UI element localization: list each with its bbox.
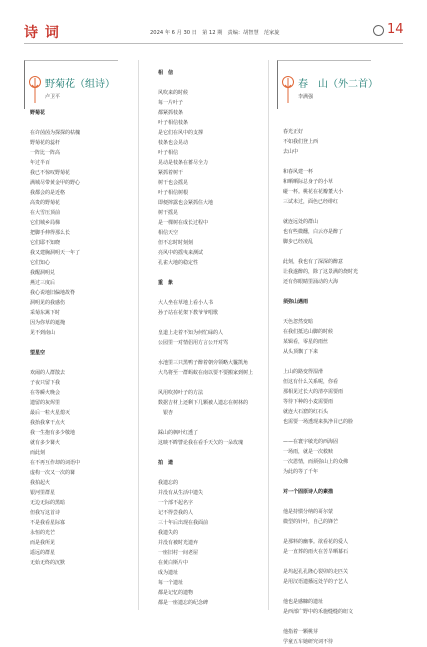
- poem-line: 无边无际的黑暗: [30, 500, 66, 506]
- blank-line: [30, 118, 80, 128]
- poem-line: 是一直葬的雨火在苦旱晒幕石: [283, 549, 349, 555]
- blank-line: [158, 318, 253, 328]
- poem-line: 碰一杯。桃花在花瓣董大小: [283, 189, 344, 195]
- middle-column-text: [158, 68, 253, 608]
- blank-line: [283, 477, 358, 487]
- poem-line: 从头顶飘了下来: [283, 349, 319, 355]
- blank-line: [283, 617, 358, 627]
- blank-line: [283, 107, 358, 117]
- blank-line: [158, 268, 253, 278]
- poem-line: 大人坐在草地上看小人书: [158, 300, 214, 306]
- blank-line: [283, 307, 358, 317]
- poem-line: 但这有什么关系呢，你看: [283, 379, 339, 385]
- poem-line: 成为遗址: [158, 570, 179, 576]
- blank-line: [30, 358, 80, 368]
- poem-line: 是坞起孔孔隆心裂卯的走匹关: [283, 569, 349, 575]
- poem-line: 一座旧村一间老屋: [158, 550, 199, 556]
- blank-line: [283, 587, 358, 597]
- poem-line: 天色忽然变暗: [283, 319, 314, 325]
- poem-line: 是那料的幽事。欲看花的爱人: [283, 539, 349, 545]
- poem-line: 是用汉语遗播远处芋的子艺人: [283, 579, 349, 585]
- poem-line: 也有些微醺，白云亦是醉了: [283, 229, 344, 235]
- poem-line: 我都会的是近格: [30, 190, 66, 196]
- poem-line: 公园里一对情侣用方言公开对骂: [158, 340, 229, 346]
- poem-line: 就连远处的群山: [283, 219, 319, 225]
- poem-line: 都是一座遗忘的纪念碑: [158, 600, 209, 606]
- blank-line: [158, 448, 253, 458]
- poem-line: 遗留的灰烬里: [30, 400, 61, 406]
- poem-line: 永恒的光芒: [30, 530, 56, 536]
- poem-line: 无始无终的沉默: [30, 560, 66, 566]
- poem-line: 等待下种的小麦需要雨: [283, 399, 334, 405]
- poem-line: 满城尽带黄金甲的野心: [30, 180, 81, 186]
- poem-line: 在等瞬火晚会: [30, 390, 61, 396]
- poem-line: 燕过三度后: [30, 280, 56, 286]
- blank-line: [158, 468, 253, 478]
- poem-line: 不如我们登上西: [283, 139, 319, 145]
- poem-line: 但我写这首诗: [30, 510, 61, 516]
- poem-line: 叶子相信: [158, 150, 179, 156]
- poem-line: 在许茵茵为探探的枯槐: [30, 130, 81, 136]
- blank-line: [30, 98, 80, 108]
- poem-line: 枝条也会晃动: [158, 140, 189, 146]
- blank-line: [283, 207, 358, 217]
- masthead-logo: 诗 词: [24, 25, 60, 41]
- left-column-text: [30, 78, 80, 568]
- poem-line: 微型的针叶，自己的锋芒: [283, 519, 339, 525]
- poem-line: 就连大石窟的红石头: [283, 409, 329, 415]
- poem-line: 不是我看星际寡: [30, 520, 66, 526]
- issue-info: 2024 年 6 月 30 日 第 12 期 责编：胡智慧 范家旋: [150, 30, 280, 36]
- poem-line: 我遗失的: [158, 530, 179, 536]
- poem-title: 野菊花（组诗）: [45, 79, 115, 90]
- blank-line: [30, 338, 80, 348]
- poem-line: 也需要一场透现来执净目已的脸: [283, 419, 354, 425]
- poem-line: 树干也会摇晃: [158, 180, 189, 186]
- poem-line: 和春风建一杯: [283, 169, 314, 175]
- poem-line: 这映不眸譬论我在看手天欠的一朵玫瑰: [158, 440, 244, 446]
- poem-line: 而是我所见: [30, 540, 56, 546]
- poem-author: 李满强: [298, 94, 314, 100]
- poem-line: 春光正好: [283, 129, 304, 135]
- section-heading: 重 象: [158, 280, 174, 286]
- poem-line: 紧抓着树干: [158, 170, 184, 176]
- poem-line: 让我遂醉的，除了这景满的烧时光: [283, 269, 359, 275]
- poem-line: 还有你眼睛里涌动的大海: [283, 279, 339, 285]
- blank-line: [30, 88, 80, 98]
- poem-line: 我心说地旧偏地故脊: [30, 290, 76, 296]
- blank-line: [158, 378, 253, 388]
- poem-line: 为此的等了千年: [283, 469, 319, 475]
- poem-line: 都紧抓枝条: [158, 110, 184, 116]
- blank-line: [158, 348, 253, 358]
- poem-line: 子夜只留下我: [30, 380, 61, 386]
- poem-line: 我又建胸洞明天一年了: [30, 250, 81, 256]
- section-heading: 相 信: [158, 70, 174, 76]
- poem-line: 见不到南山: [30, 330, 56, 336]
- poem-line: 亮风中的摇曳来测试: [158, 250, 204, 256]
- poem-line: 叶子相信枝条: [158, 120, 189, 126]
- blank-line: [283, 247, 358, 257]
- blank-line: [283, 497, 358, 507]
- poem-author: 卢卫平: [45, 94, 61, 100]
- poem-line: 晃动是枝条在蓄尽全力: [158, 160, 209, 166]
- poem-line: 叶子相信树根: [158, 190, 189, 196]
- column-divider: [138, 60, 139, 610]
- header-rule: [24, 43, 403, 44]
- poem-line: 他也是感糠的遗址: [283, 599, 324, 605]
- poem-line: 并没有被时光遗弃: [158, 540, 199, 546]
- poem-line: 此刻，我也有了深深的醉意: [283, 259, 344, 265]
- poem-line: 它们城乡局梯: [30, 220, 61, 226]
- poem-line: 每一个遗址: [158, 580, 184, 586]
- poem-line: 我已不惊叹野菊花: [30, 170, 71, 176]
- poem-title: 春 山（外二首）: [298, 79, 378, 90]
- poem-line: 在不再互作却的词语中: [30, 460, 81, 466]
- section-heading: 野菊花: [30, 110, 46, 116]
- poem-line: 脚步已经凌乱: [283, 239, 314, 245]
- poem-line: 去山中: [283, 149, 299, 155]
- poem-line: 学童五车她研究词不待: [283, 639, 334, 645]
- poem-line: 一场雨，就是一次救赎: [283, 449, 334, 455]
- column-divider: [268, 60, 269, 610]
- poem-line: 一次恩情，而须弥山上的众佛: [283, 459, 349, 465]
- poem-line: ——在寰宇敏光的西海固: [283, 439, 339, 445]
- poem-line: 采菊东篱下时: [30, 310, 61, 316]
- poem-line: 记不得尝我的人: [158, 510, 194, 516]
- poem-line: 水池里三只黑鸭子醉着朝旁领略大鬣凯角: [158, 360, 249, 366]
- poem-line: 他是持惯分纳的哥尔蒙: [283, 509, 334, 515]
- poem-line: 我一生抱有多少敬地: [30, 430, 76, 436]
- blank-line: [283, 157, 358, 167]
- poem-line: 银河里群星: [30, 490, 56, 496]
- poem-line: 孔雀大地的稳定性: [158, 260, 199, 266]
- section-heading: 对一个固原诗人的素描: [283, 489, 334, 495]
- blank-line: [158, 78, 253, 88]
- blank-line: [283, 117, 358, 127]
- blank-line: [283, 527, 358, 537]
- blank-line: [158, 418, 253, 428]
- poem-line: 一个部不起名字: [158, 500, 194, 506]
- poem-line: 欢闹的人群散去: [30, 370, 66, 376]
- poem-line: 皇道上走着不知为何忙碌的人: [158, 330, 224, 336]
- poem-line: 在黄白斯片中: [158, 560, 189, 566]
- poem-line: 都是记忆的遗物: [158, 590, 194, 596]
- poem-line: 年过半百: [30, 160, 51, 166]
- poem-line: 高贵的野菊花: [30, 200, 61, 206]
- circle-icon: [373, 25, 384, 36]
- poem-line: 上山的路变得湿滑: [283, 369, 324, 375]
- poem-line: 踩山的枫叶红透了: [158, 430, 199, 436]
- poem-line: 我拍起火: [30, 480, 51, 486]
- poem-line: 野菊花的蕊杆: [30, 140, 61, 146]
- poem-line: 银杏: [158, 410, 174, 416]
- poem-line: 把脚手伸得那么长: [30, 230, 71, 236]
- section-heading: 拍 遗: [158, 460, 174, 466]
- poem-line: 孙子站在花架下教爷爷唱歌: [158, 310, 219, 316]
- poem-line: 和晒晒际总身子的小草: [283, 179, 334, 185]
- poem-line: 树干摇晃: [158, 210, 179, 216]
- poem-line: 即便摔露也会紧抓住大地: [158, 200, 214, 206]
- poem-line: 三试未过，面色已经绯红: [283, 199, 339, 205]
- blank-line: [283, 557, 358, 567]
- poem-line: 它们耶不知晓: [30, 240, 61, 246]
- blank-line: [283, 427, 358, 437]
- section-heading: 望星空: [30, 350, 46, 356]
- poem-line: 因为你草的遮掩: [30, 320, 66, 326]
- poem-line: 是西部广野中的禾施缝缝的纽文: [283, 609, 354, 615]
- poem-line: 那相见过长大的清亭需要雨: [283, 389, 344, 395]
- poem-line: 风用吹掉叶子的方法: [158, 390, 204, 396]
- poem-line: 某辑看，零星的雨丝: [283, 339, 329, 345]
- poem-line: 风吹来的时候: [158, 90, 189, 96]
- poem-line: 遥远的群星: [30, 550, 56, 556]
- section-heading: 须弥山遇雨: [283, 299, 309, 305]
- poem-line: 在大雪压顶前: [30, 210, 61, 216]
- poem-line: 相信天空: [158, 230, 179, 236]
- poem-line: 每一片叶子: [158, 100, 184, 106]
- poem-line: 在我们抵达山脚的时候: [283, 329, 334, 335]
- poem-line: 大鸟将至一群蚂蚁在南以要不要搬家到树上: [158, 370, 254, 376]
- poem-line: 洞明见的我感伤: [30, 300, 66, 306]
- poem-line: 数据吉材上还剩下几颗被人遗忘在树林的: [158, 400, 249, 406]
- blank-line: [283, 287, 358, 297]
- blank-line: [30, 78, 80, 88]
- poem-line: 它们知心: [30, 260, 51, 266]
- right-column-text: [283, 97, 358, 647]
- poem-line: 我遗忘的: [158, 480, 179, 486]
- poem-line: 而此刻: [30, 450, 46, 456]
- page-number: 14: [387, 22, 404, 37]
- blank-line: [158, 288, 253, 298]
- poem-line: 他指着一颗桃芽: [283, 629, 319, 635]
- poem-line: 我抬我拿干点火: [30, 420, 66, 426]
- poem-line: 就有多少篝火: [30, 440, 61, 446]
- poem-line: 我醒洞明兑: [30, 270, 56, 276]
- poem-line: 是它们在风中的支撑: [158, 130, 204, 136]
- poem-line: 但不忘时时刻刻: [158, 240, 194, 246]
- poem-line: 是一棵树在成长过程中: [158, 220, 209, 226]
- poem-line: 一阵比一阵高: [30, 150, 61, 156]
- blank-line: [283, 97, 358, 107]
- poem-line: 并没有从生活中遗失: [158, 490, 204, 496]
- poem-line: 虚构一次又一次的篝: [30, 470, 76, 476]
- poem-line: 最后一粒火星熄灭: [30, 410, 71, 416]
- poem-line: 三十年后出现在我面前: [158, 520, 209, 526]
- blank-line: [283, 357, 358, 367]
